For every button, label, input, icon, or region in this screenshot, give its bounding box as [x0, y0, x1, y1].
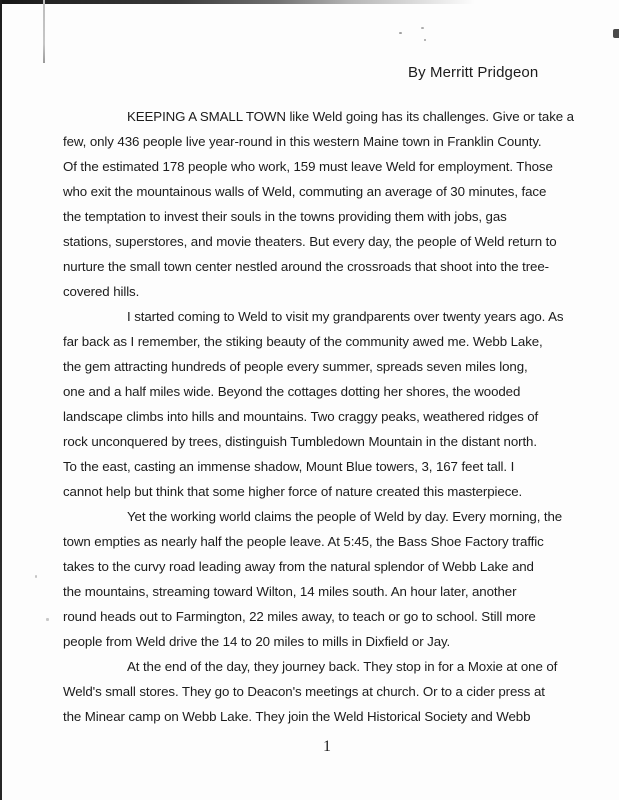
text-line: rock unconquered by trees, distinguish Tumbledown Mountain in the distant north. — [63, 434, 537, 449]
text-line: landscape climbs into hills and mountains. Two craggy peaks, weathered ridges of — [63, 409, 539, 424]
document-body — [63, 104, 574, 729]
paragraph — [63, 104, 574, 304]
scan-speck — [46, 618, 49, 621]
text-line: takes to the curvy road leading away from the natural splendor of Webb Lake and — [63, 559, 534, 574]
text-line: one and a half miles wide. Beyond the cottages dotting her shores, the wooded — [63, 384, 521, 399]
text-line: covered hills. — [63, 284, 140, 299]
text-line: far back as I remember, the stiking beauty of the community awed me. Webb Lake, — [63, 334, 543, 349]
scan-artifact-fold-line — [43, 0, 45, 63]
paragraph — [63, 304, 567, 504]
text-line: few, only 436 people live year-round in this western Maine town in Franklin County. — [63, 134, 542, 149]
text-line: town empties as nearly half the people leave. At 5:45, the Bass Shoe Factory traffic — [63, 534, 544, 549]
text-line: people from Weld drive the 14 to 20 miles to mills in Dixfield or Jay. — [63, 634, 451, 649]
text-line: I started coming to Weld to visit my grandparents over twenty years ago. As — [127, 309, 564, 324]
scan-speck — [399, 32, 402, 34]
text-line: who exit the mountainous walls of Weld, commuting an average of 30 minutes, face — [63, 184, 547, 199]
scan-speck — [424, 39, 426, 41]
text-line: At the end of the day, they journey back. They stop in for a Moxie at one of — [127, 659, 558, 674]
text-line: the gem attracting hundreds of people every summer, spreads seven miles long, — [63, 359, 528, 374]
text-line: To the east, casting an immense shadow, Mount Blue towers, 3, 167 feet tall. I — [63, 459, 515, 474]
text-line: round heads out to Farmington, 22 miles away, to teach or go to school. Still more — [63, 609, 536, 624]
text-line: the temptation to invest their souls in the towns providing them with jobs, gas — [63, 209, 507, 224]
text-line: the mountains, streaming toward Wilton, 14 miles south. An hour later, another — [63, 584, 517, 599]
text-line: stations, superstores, and movie theaters. But every day, the people of Weld return to — [63, 234, 557, 249]
text-line: the Minear camp on Webb Lake. They join the Weld Historical Society and Webb — [63, 709, 531, 724]
text-line: Of the estimated 178 people who work, 159 must leave Weld for employment. Those — [63, 159, 553, 174]
paragraph — [63, 504, 567, 654]
scan-speck — [35, 575, 37, 578]
text-line: Weld's small stores. They go to Deacon's meetings at church. Or to a cider press at — [63, 684, 545, 699]
byline: By Merritt Pridgeon — [408, 64, 539, 81]
text-line: cannot help but think that some higher force of nature created this masterpiece. — [63, 484, 523, 499]
page-number: 1 — [323, 738, 331, 755]
text-line: KEEPING A SMALL TOWN like Weld going has its challenges. Give or take a — [127, 109, 574, 124]
scan-artifact-left-edge — [0, 0, 2, 800]
paragraph — [63, 654, 567, 729]
scan-artifact-right-mark — [613, 29, 619, 38]
text-line: Yet the working world claims the people of Weld by day. Every morning, the — [127, 509, 563, 524]
text-line: nurture the small town center nestled around the crossroads that shoot into the tree- — [63, 259, 549, 274]
scan-artifact-top-bar — [0, 0, 500, 4]
scan-speck — [421, 27, 424, 29]
